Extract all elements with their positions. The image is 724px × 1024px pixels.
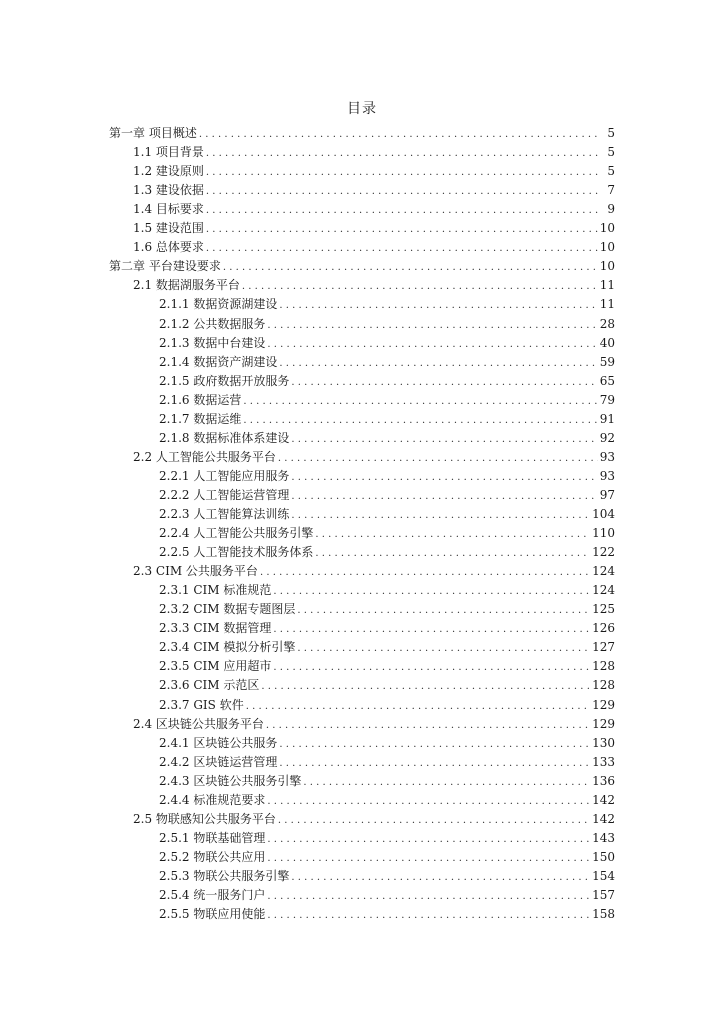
- toc-entry-label: 2.3.3 CIM 数据管理: [159, 621, 272, 636]
- toc-dot-leader: [291, 868, 590, 886]
- toc-entry-page-number: 128: [592, 659, 615, 674]
- toc-entry[interactable]: [159, 391, 615, 410]
- toc-dot-leader: [206, 182, 599, 200]
- toc-entry-page-number: 93: [599, 449, 615, 464]
- toc-entry-label: 2.2.4 人工智能公共服务引擎: [159, 526, 314, 541]
- toc-entry-label: 1.3 建设依据: [133, 183, 204, 198]
- toc-entry[interactable]: [133, 143, 615, 162]
- toc-entry-page-number: 142: [592, 811, 615, 826]
- toc-entry-label: 2.3.6 CIM 示范区: [159, 678, 260, 693]
- toc-dot-leader: [291, 487, 597, 505]
- toc-entry-page-number: 129: [592, 716, 615, 731]
- toc-dot-leader: [267, 887, 590, 905]
- toc-entry-label: 2.5.2 物联公共应用: [159, 849, 266, 864]
- toc-entry-page-number: 10: [599, 221, 615, 236]
- toc-entry-label: 2.3 CIM 公共服务平台: [133, 564, 258, 579]
- toc-entry[interactable]: [159, 867, 615, 886]
- toc-entry-page-number: 158: [592, 907, 615, 922]
- toc-dot-leader: [279, 754, 590, 772]
- toc-entry[interactable]: [159, 372, 615, 391]
- toc-entry[interactable]: [133, 219, 615, 238]
- toc-entry[interactable]: [159, 657, 615, 676]
- toc-entry-label: 2.4.3 区块链公共服务引擎: [159, 773, 302, 788]
- toc-entry-page-number: 126: [592, 621, 615, 636]
- toc-entry-label: 2.4.4 标准规范要求: [159, 792, 266, 807]
- toc-entry[interactable]: [133, 162, 615, 181]
- toc-entry-page-number: 40: [599, 335, 615, 350]
- toc-title: 目录: [347, 101, 377, 117]
- toc-entry[interactable]: [133, 448, 615, 467]
- toc-entry-label: 2.4.1 区块链公共服务: [159, 735, 278, 750]
- toc-entry-label: 2.4.2 区块链运营管理: [159, 754, 278, 769]
- toc-entry-page-number: 157: [592, 888, 615, 902]
- toc-entry-label: 2.5 物联感知公共服务平台: [133, 811, 276, 826]
- toc-entry-page-number: 5: [607, 145, 615, 160]
- toc-entry-page-number: 10: [599, 259, 615, 274]
- toc-entry[interactable]: [159, 829, 615, 848]
- toc-entry-label: 2.5.4 统一服务门户: [159, 888, 266, 902]
- toc-entry-page-number: 5: [607, 126, 615, 140]
- toc-entry-label: 2.1.6 数据运营: [159, 392, 242, 407]
- toc-entry-label: 2.1.7 数据运维: [159, 411, 242, 426]
- toc-entry-label: 2.1 数据湖服务平台: [133, 278, 240, 293]
- toc-entry-page-number: 79: [599, 392, 615, 407]
- toc-entry-page-number: 122: [592, 545, 615, 560]
- toc-entry[interactable]: [159, 295, 615, 314]
- toc-dot-leader: [199, 125, 599, 143]
- toc-entry[interactable]: [159, 848, 615, 867]
- toc-dot-leader: [279, 354, 597, 372]
- toc-entry[interactable]: [133, 810, 615, 829]
- toc-entry[interactable]: [159, 429, 615, 448]
- toc-entry-label: 2.1.1 数据资源湖建设: [159, 297, 278, 312]
- toc-entry[interactable]: [109, 124, 615, 143]
- toc-entry-page-number: 93: [599, 468, 615, 483]
- toc-dot-leader: [243, 411, 597, 429]
- toc-entry-page-number: 142: [592, 792, 615, 807]
- toc-entry-page-number: 91: [599, 411, 615, 426]
- toc-entry[interactable]: [159, 467, 615, 486]
- toc-entry-label: 2.1.2 公共数据服务: [159, 316, 266, 331]
- toc-dot-leader: [223, 258, 598, 276]
- toc-entry-page-number: 130: [592, 735, 615, 750]
- toc-dot-leader: [273, 658, 590, 676]
- toc-entry-label: 2.5.5 物联应用使能: [159, 907, 266, 922]
- toc-dot-leader: [206, 144, 599, 162]
- toc-dot-leader: [278, 449, 598, 467]
- toc-entry[interactable]: [159, 524, 615, 543]
- toc-entry[interactable]: [159, 486, 615, 505]
- toc-entry-label: 2.3.4 CIM 模拟分析引擎: [159, 640, 296, 655]
- toc-entry[interactable]: [133, 276, 615, 295]
- toc-entry[interactable]: [159, 334, 615, 353]
- toc-entry[interactable]: [159, 676, 615, 695]
- toc-dot-leader: [297, 639, 590, 657]
- toc-entry[interactable]: [159, 772, 615, 791]
- toc-entry-label: 2.1.8 数据标准体系建设: [159, 430, 290, 445]
- toc-dot-leader: [267, 335, 597, 353]
- toc-dot-leader: [297, 601, 590, 619]
- toc-entry-label: 2.2 人工智能公共服务平台: [133, 449, 276, 464]
- toc-entry[interactable]: [159, 505, 615, 524]
- toc-entry-page-number: 154: [592, 868, 615, 883]
- toc-dot-leader: [291, 373, 597, 391]
- toc-entry-page-number: 9: [607, 202, 615, 217]
- toc-dot-leader: [242, 277, 598, 295]
- toc-entry[interactable]: [159, 734, 615, 753]
- toc-entry-page-number: 11: [599, 278, 615, 293]
- toc-entry-page-number: 97: [599, 487, 615, 502]
- toc-dot-leader: [279, 735, 590, 753]
- toc-dot-leader: [273, 620, 590, 638]
- toc-dot-leader: [278, 811, 590, 829]
- toc-entry[interactable]: [159, 600, 615, 619]
- toc-dot-leader: [206, 201, 599, 219]
- toc-entry-page-number: 129: [592, 697, 615, 712]
- toc-dot-leader: [243, 392, 597, 410]
- toc-dot-leader: [206, 163, 599, 181]
- toc-entry-page-number: 124: [592, 583, 615, 598]
- toc-entry[interactable]: [159, 315, 615, 334]
- toc-dot-leader: [291, 430, 597, 448]
- toc-entry[interactable]: [133, 562, 615, 581]
- toc-entry-label: 2.2.2 人工智能运营管理: [159, 487, 290, 502]
- toc-entry-label: 2.2.1 人工智能应用服务: [159, 468, 290, 483]
- toc-entry-page-number: 127: [592, 640, 615, 655]
- toc-entry[interactable]: [133, 200, 615, 219]
- toc-dot-leader: [303, 773, 590, 791]
- toc-entry[interactable]: [159, 886, 615, 905]
- toc-entry-page-number: 143: [592, 830, 615, 845]
- toc-dot-leader: [267, 906, 590, 924]
- toc-entry-label: 1.6 总体要求: [133, 240, 204, 255]
- toc-entry-label: 2.3.5 CIM 应用超市: [159, 659, 272, 674]
- toc-entry-page-number: 104: [592, 507, 615, 521]
- toc-entry-label: 1.2 建设原则: [133, 164, 204, 179]
- toc-entry-label: 1.5 建设范围: [133, 221, 204, 236]
- toc-entry-label: 1.1 项目背景: [133, 145, 204, 160]
- toc-entry-label: 2.2.3 人工智能算法训练: [159, 507, 290, 521]
- toc-entry-page-number: 7: [607, 183, 615, 198]
- toc-dot-leader: [267, 849, 590, 867]
- toc-entry-label: 2.3.1 CIM 标准规范: [159, 583, 272, 598]
- toc-entry-page-number: 5: [607, 164, 615, 179]
- toc-entry-label: 第一章 项目概述: [109, 126, 197, 140]
- toc-entry-page-number: 150: [592, 849, 615, 864]
- toc-entry-page-number: 10: [599, 240, 615, 255]
- toc-dot-leader: [261, 677, 590, 695]
- toc-entry[interactable]: [159, 353, 615, 372]
- toc-entry[interactable]: [159, 543, 615, 562]
- toc-entry-page-number: 136: [592, 773, 615, 788]
- toc-dot-leader: [315, 525, 590, 543]
- toc-entry-page-number: 92: [599, 430, 615, 445]
- toc-dot-leader: [315, 544, 590, 562]
- toc-entry[interactable]: [109, 257, 615, 276]
- toc-entry-page-number: 133: [592, 754, 615, 769]
- toc-entry[interactable]: [159, 581, 615, 600]
- toc-entry[interactable]: [159, 753, 615, 772]
- toc-entry-page-number: 125: [592, 602, 615, 617]
- toc-entry[interactable]: [133, 238, 615, 257]
- toc-entry[interactable]: [159, 410, 615, 429]
- toc-entry-label: 2.3.2 CIM 数据专题图层: [159, 602, 296, 617]
- toc-entry-page-number: 59: [599, 354, 615, 369]
- toc-dot-leader: [291, 506, 590, 524]
- toc-dot-leader: [273, 582, 590, 600]
- toc-entry[interactable]: [159, 791, 615, 810]
- toc-entry[interactable]: [133, 715, 615, 734]
- toc-entry-page-number: 65: [599, 373, 615, 388]
- toc-entry-page-number: 110: [592, 526, 615, 541]
- toc-entry-label: 2.3.7 GIS 软件: [159, 697, 244, 712]
- toc-dot-leader: [206, 220, 598, 238]
- toc-entry-label: 第二章 平台建设要求: [109, 259, 221, 274]
- toc-dot-leader: [267, 792, 590, 810]
- toc-entry-page-number: 128: [592, 678, 615, 693]
- toc-dot-leader: [246, 697, 590, 715]
- toc-entry[interactable]: [133, 181, 615, 200]
- toc-entry-label: 2.1.3 数据中台建设: [159, 335, 266, 350]
- toc-dot-leader: [260, 563, 590, 581]
- toc-entry-label: 2.1.4 数据资产湖建设: [159, 354, 278, 369]
- toc-entry[interactable]: [159, 696, 615, 715]
- toc-dot-leader: [279, 296, 597, 314]
- toc-entry-page-number: 11: [599, 297, 615, 312]
- toc-entry-page-number: 28: [599, 316, 615, 331]
- toc-dot-leader: [266, 716, 590, 734]
- toc-entry[interactable]: [159, 905, 615, 924]
- toc-entry[interactable]: [159, 619, 615, 638]
- toc-entry-label: 2.2.5 人工智能技术服务体系: [159, 545, 314, 560]
- toc-entry-label: 2.5.3 物联公共服务引擎: [159, 868, 290, 883]
- toc-entry[interactable]: [159, 638, 615, 657]
- toc-dot-leader: [291, 468, 597, 486]
- toc-entry-page-number: 124: [592, 564, 615, 579]
- toc-entry-label: 1.4 目标要求: [133, 202, 204, 217]
- toc-entry-label: 2.4 区块链公共服务平台: [133, 716, 264, 731]
- toc-entry-label: 2.1.5 政府数据开放服务: [159, 373, 290, 388]
- toc-dot-leader: [267, 316, 597, 334]
- toc-entry-label: 2.5.1 物联基础管理: [159, 830, 266, 845]
- toc-dot-leader: [267, 830, 590, 848]
- toc-dot-leader: [206, 239, 598, 257]
